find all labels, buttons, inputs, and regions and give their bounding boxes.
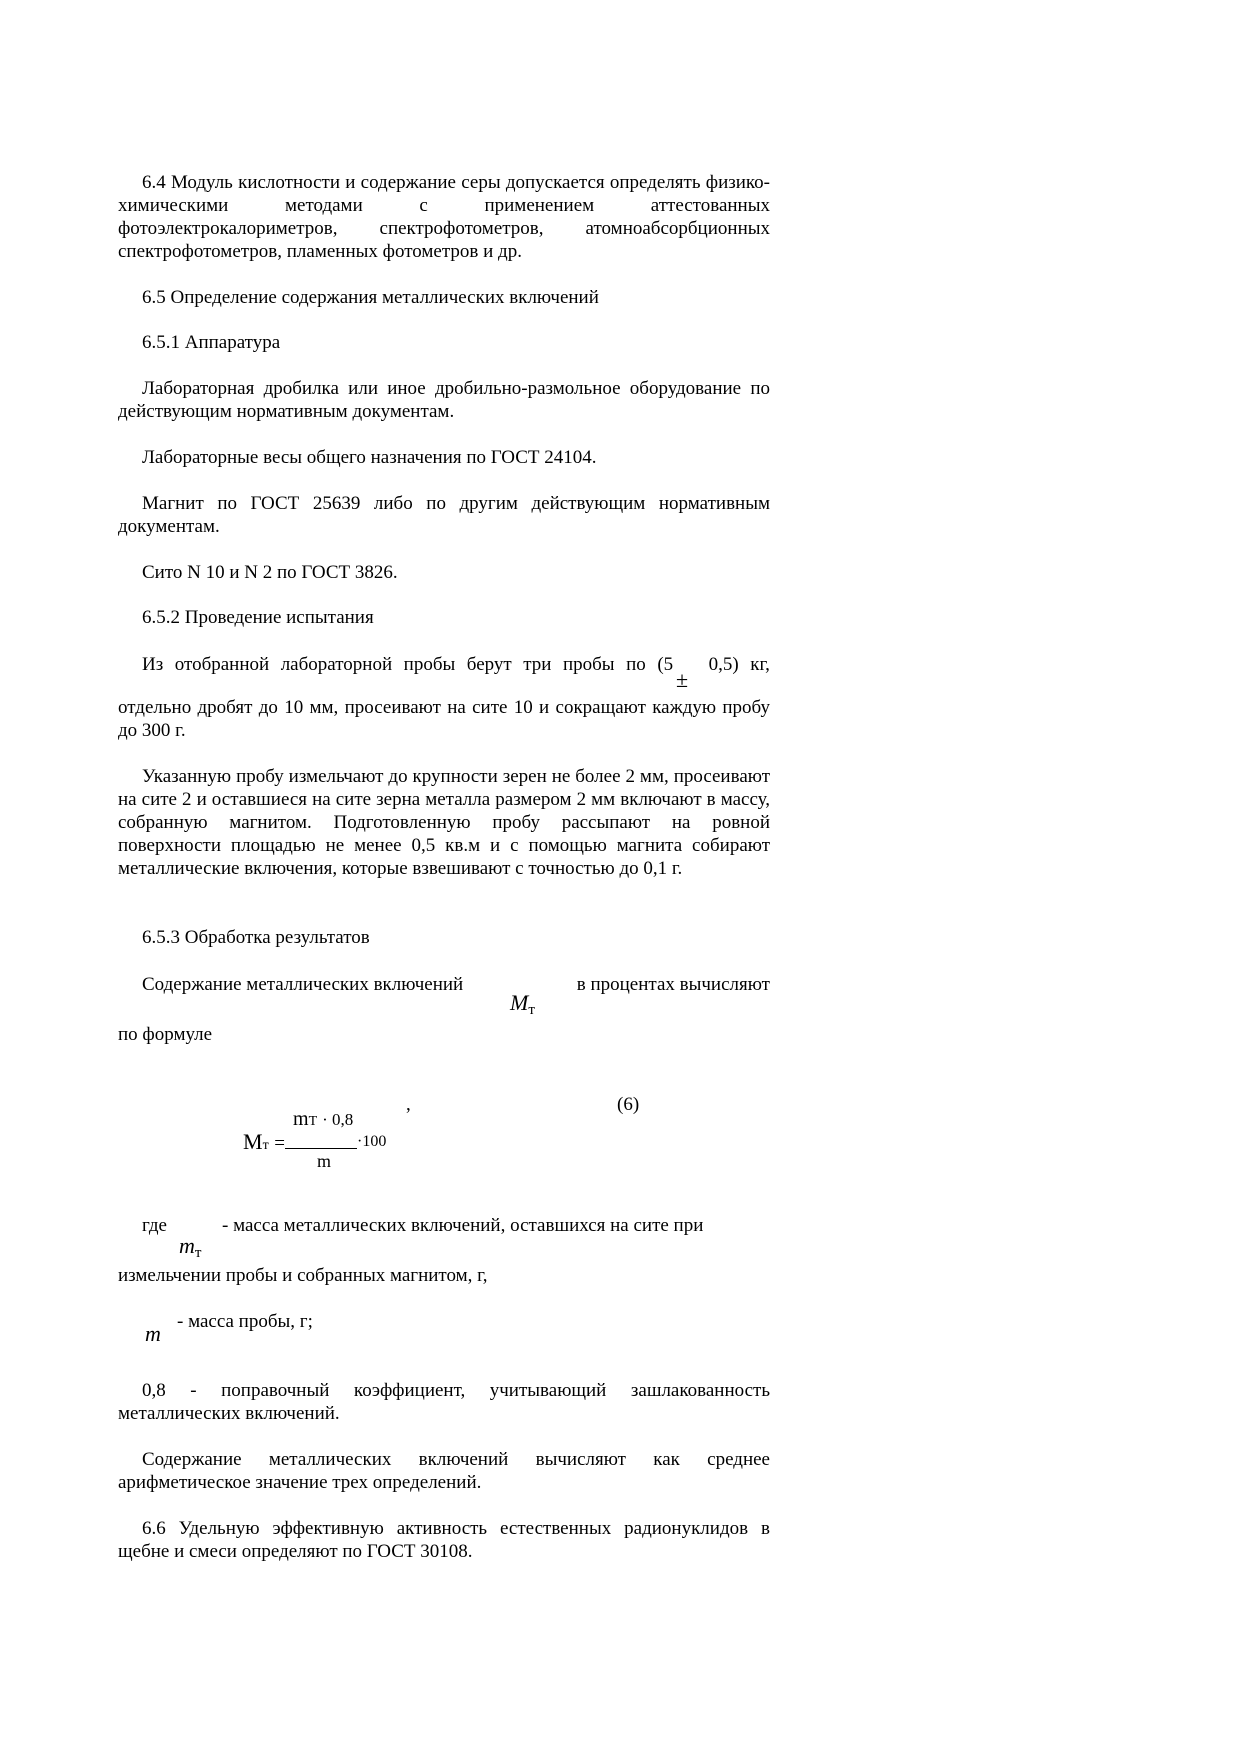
apparatus-scales: Лабораторные весы общего назначения по ГОСТ 24104. <box>142 447 597 468</box>
formula-numerator: mT · 0,8 <box>293 1108 354 1130</box>
formula-multiplier: ·100 <box>357 1133 387 1150</box>
heading-6-5-3: 6.5.3 Обработка результатов <box>142 927 370 948</box>
formula-6 <box>243 1108 443 1177</box>
formula-comma: , <box>406 1094 411 1115</box>
word: лабораторной <box>280 654 393 675</box>
heading-6-5-1: 6.5.1 Аппаратура <box>142 332 281 353</box>
paragraph-6-4: 6.4 Модуль кислотности и содержание серы допускается определять физико-химическими методами с применением аттестованных фотоэлектрокалориметров, спектрофотометров, атомноабсорбционных спектрофотометров, пламенных фотометров и др. <box>118 172 770 262</box>
plus-minus-sign: ± <box>676 667 689 692</box>
average-note: Содержание металлических включений вычисляют как среднее арифметическое значение трех определений. <box>118 1449 770 1493</box>
where-label: где <box>142 1215 167 1236</box>
fraction-bar <box>285 1148 357 1149</box>
where-1-text: - масса металлических включений, оставшихся на сите при <box>222 1215 704 1236</box>
word: берут <box>466 654 512 675</box>
formula-number: (6) <box>617 1094 640 1115</box>
word: пробы <box>562 654 615 675</box>
word: (5 <box>657 654 674 675</box>
word: по <box>626 654 646 675</box>
apparatus-sieve: Сито N 10 и N 2 по ГОСТ 3826. <box>142 562 398 583</box>
word: 0,5) <box>708 654 739 675</box>
word: отобранной <box>174 654 270 675</box>
word: Из <box>142 654 164 675</box>
word: пробы <box>403 654 456 675</box>
symbol-m-t: $m_т$ <box>179 1233 202 1261</box>
paragraph-6-6: 6.6 Удельную эффективную активность естественных радионуклидов в щебне и смеси определяют по ГОСТ 30108. <box>118 1518 770 1562</box>
symbol-m: m <box>145 1321 161 1346</box>
heading-6-5: 6.5 Определение содержания металлических включений <box>142 287 599 308</box>
formula-denominator: m <box>317 1151 332 1171</box>
calc-intro-left: Содержание металлических включений <box>142 974 464 995</box>
word: три <box>523 654 552 675</box>
test-paragraph-1-rest: отдельно дробят до 10 мм, просеивают на сите 10 и сокращают каждую пробу до 300 г. <box>118 697 770 741</box>
test-paragraph-2: Указанную пробу измельчают до крупности зерен не более 2 мм, просеивают на сите 2 и оставшиеся на сите зерна металла размером 2 мм включают в массу, собранную магнитом. Подготовленную пробу рассыпают на ровной поверхности площадью не менее 0,5 кв.м и с помощью магнита собирают металлические включения, которые взвешивают с точностью до 0,1 г. <box>118 766 770 879</box>
word: кг, <box>750 654 770 675</box>
note-coefficient: 0,8 - поправочный коэффициент, учитывающий зашлакованность металлических включений. <box>118 1380 770 1424</box>
where-1-text-cont: измельчении пробы и собранных магнитом, г, <box>118 1265 488 1286</box>
formula-lhs: Mт = <box>243 1129 285 1154</box>
symbol-M-t: $M_т$ <box>510 990 535 1018</box>
heading-6-5-2: 6.5.2 Проведение испытания <box>142 607 374 628</box>
calc-intro-right: в процентах вычисляют <box>576 974 770 995</box>
calc-intro-end: по формуле <box>118 1024 213 1045</box>
apparatus-magnet: Магнит по ГОСТ 25639 либо по другим действующим нормативным документам. <box>118 493 770 537</box>
apparatus-crusher: Лабораторная дробилка или иное дробильно-размольное оборудование по действующим нормативным документам. <box>118 378 770 422</box>
where-2-text: - масса пробы, г; <box>177 1311 313 1332</box>
